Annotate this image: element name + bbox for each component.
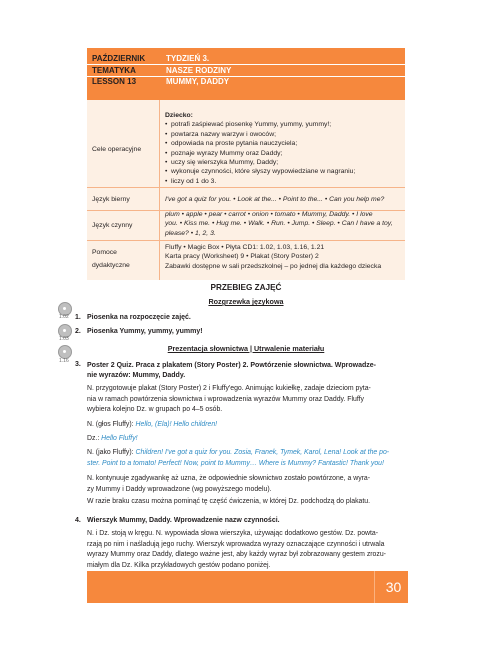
item-number: 1. bbox=[75, 314, 81, 321]
table-row-line bbox=[87, 240, 405, 241]
header-lesson: LESSON 13 bbox=[92, 77, 137, 86]
list-item: • poznaje wyrazy Mummy oraz Daddy; bbox=[165, 149, 401, 158]
item-number: 4. bbox=[75, 517, 81, 524]
dialogue-line bbox=[87, 420, 407, 431]
header-right bbox=[166, 53, 231, 88]
activity-3-line: Poster 2 Quiz. Praca z plakatem (Story Poster) 2. Powtórzenie słownictwa. Wprowadze- bbox=[87, 362, 377, 369]
pomoce-line: Fluffy • Magic Box • Płyta CD1: 1.02, 1.03, 1.16, 1.21 bbox=[165, 244, 325, 251]
czynny-line: plum • apple • pear • carrot • onion • tomato • Mummy, Daddy. • I love bbox=[165, 211, 373, 218]
dialogue-line bbox=[87, 434, 407, 445]
quote: Hello Fluffy! bbox=[101, 435, 138, 442]
subsection-presentation: Prezentacja słownictwa | Utrwalenie materiału bbox=[167, 344, 325, 353]
pomoce-label-1: Pomoce bbox=[92, 249, 117, 256]
header-topic: NASZE RODZINY bbox=[166, 65, 232, 75]
quote: Hello, (Ela)! Hello children! bbox=[135, 421, 218, 428]
pomoce-value bbox=[165, 243, 401, 271]
paragraph-line: N. kontynuuje zgadywankę aż uzna, że odpowiednie słownictwo zostało powtórzone, a wyra- bbox=[87, 475, 371, 482]
paragraph-line: zy Mummy i Daddy wprowadzone (wg powyższego modelu). bbox=[87, 485, 272, 493]
quote: ster. Point to a tomato! Perfect! Now, point to Mummy… Where is Mummy? Fantastic! Thank you! bbox=[87, 459, 384, 467]
speaker: N. (jako Fluffy): bbox=[87, 449, 136, 456]
paragraph-line: nia w ramach powtórzenia słownictwa i wprowadzenia wyrazów Mummy oraz Daddy. Fluffy bbox=[87, 395, 365, 403]
activity-2: Piosenka Yummy, yummy, yummy! bbox=[87, 328, 203, 335]
quote: Children! I've got a quiz for you. Zosia, Franek, Tymek, Karol, Lena! Look at the po- bbox=[135, 449, 390, 456]
track-label: 1.02 bbox=[59, 314, 69, 320]
czynny-label: Język czynny bbox=[92, 222, 133, 229]
paragraph-line: miałym dla Dz. Kilka przykładowych gestów podano poniżej. bbox=[87, 561, 271, 569]
paragraph bbox=[87, 384, 407, 416]
speaker: Dz.: bbox=[87, 435, 102, 442]
czynny-value bbox=[165, 210, 401, 238]
footer-divider bbox=[374, 571, 375, 603]
pomoce-label-2: dydaktyczne bbox=[92, 262, 130, 269]
track-label: 1.16 bbox=[59, 358, 69, 364]
header-left bbox=[92, 53, 145, 88]
section-title: PRZEBIEG ZAJĘĆ bbox=[210, 283, 282, 292]
note: W razie braku czasu można pominąć tę część ćwiczenia, w której Dz. podchodzą do plakatu. bbox=[87, 498, 371, 505]
header-topic-label: TEMATYKA bbox=[92, 65, 136, 75]
list-item: • liczy od 1 do 3. bbox=[165, 177, 401, 186]
pomoce-label bbox=[92, 248, 130, 270]
table-row-line bbox=[87, 187, 405, 188]
pomoce-line: Karta pracy (Worksheet) 9 • Plakat (Story Poster) 2 bbox=[165, 253, 319, 261]
page-number: 30 bbox=[385, 579, 402, 595]
pomoce-line: Zabawki dostępne w sali przedszkolnej – po jednej dla każdego dziecka bbox=[165, 262, 382, 270]
cele-value bbox=[165, 111, 401, 186]
dialogue-line bbox=[87, 448, 407, 469]
item-number: 2. bbox=[75, 328, 81, 335]
subsection-warmup: Rozgrzewka językowa bbox=[208, 297, 284, 306]
paragraph-line: rzają po nim i naśladują jego ruchy. Wierszyk wprowadza wyrazy oznaczające czynności i utrwala bbox=[87, 540, 385, 548]
dziecko-label: Dziecko: bbox=[165, 112, 193, 119]
track-label: 1.03 bbox=[59, 336, 69, 342]
list-item: • odpowiada na proste pytania nauczyciela; bbox=[165, 139, 401, 148]
activity-3 bbox=[87, 361, 407, 381]
paragraph-line: N. przygotowuje plakat (Story Poster) 2 i Fluffy'ego. Animując kukiełkę, zadaje dzieciom pyta- bbox=[87, 385, 371, 392]
czynny-line: please? • 1, 2, 3. bbox=[165, 229, 216, 237]
bierny-label: Język bierny bbox=[92, 196, 130, 203]
cd-icon bbox=[58, 345, 72, 359]
lesson-header bbox=[87, 48, 405, 100]
list-item: • powtarza nazwy warzyw i owoców; bbox=[165, 130, 401, 139]
list-item: • wykonuje czynności, które słyszy wypowiedziane w nagraniu; bbox=[165, 167, 401, 176]
cele-list bbox=[165, 120, 401, 186]
activity-1: Piosenka na rozpoczęcie zajęć. bbox=[87, 314, 191, 321]
paragraph bbox=[87, 529, 407, 571]
activity-3-line: nie wyrazów: Mummy, Daddy. bbox=[87, 372, 186, 379]
czynny-line: you. • Kiss me. • Hug me. • Walk. • Run. • Jump. • Sleep. • Can I have a toy, bbox=[165, 220, 393, 228]
header-lesson-title: MUMMY, DADDY bbox=[166, 77, 230, 86]
lesson-info-table bbox=[87, 100, 405, 280]
header-month: PAŹDZIERNIK bbox=[92, 54, 146, 63]
paragraph-line: N. i Dz. stoją w kręgu. N. wypowiada słowa wierszyka, używając dodatkowo gestów. Dz. powta- bbox=[87, 530, 379, 537]
speaker: N. (głos Fluffy): bbox=[87, 421, 136, 428]
paragraph bbox=[87, 474, 407, 495]
paragraph-line: wybiera kolejno Dz. w grupach po 4–5 osób. bbox=[87, 406, 223, 413]
list-item: • potrafi zaśpiewać piosenkę Yummy, yummy, yummy!; bbox=[165, 120, 401, 129]
list-item: • uczy się wierszyka Mummy, Daddy; bbox=[165, 158, 401, 167]
footer-bar bbox=[87, 571, 408, 603]
bierny-value: I've got a quiz for you. • Look at the... • Point to the... • Can you help me? bbox=[165, 196, 385, 203]
paragraph-line: wyrazy Mummy oraz Daddy, dlatego ważne jest, aby każdy wyraz był zobrazowany gestem zrozu- bbox=[87, 551, 386, 558]
table-divider bbox=[159, 100, 160, 280]
header-week: TYDZIEŃ 3. bbox=[166, 54, 210, 63]
item-number: 3. bbox=[75, 361, 81, 368]
cele-label: Cele operacyjne bbox=[92, 146, 142, 153]
activity-4: Wierszyk Mummy, Daddy. Wprowadzenie nazw czynności. bbox=[87, 517, 280, 524]
